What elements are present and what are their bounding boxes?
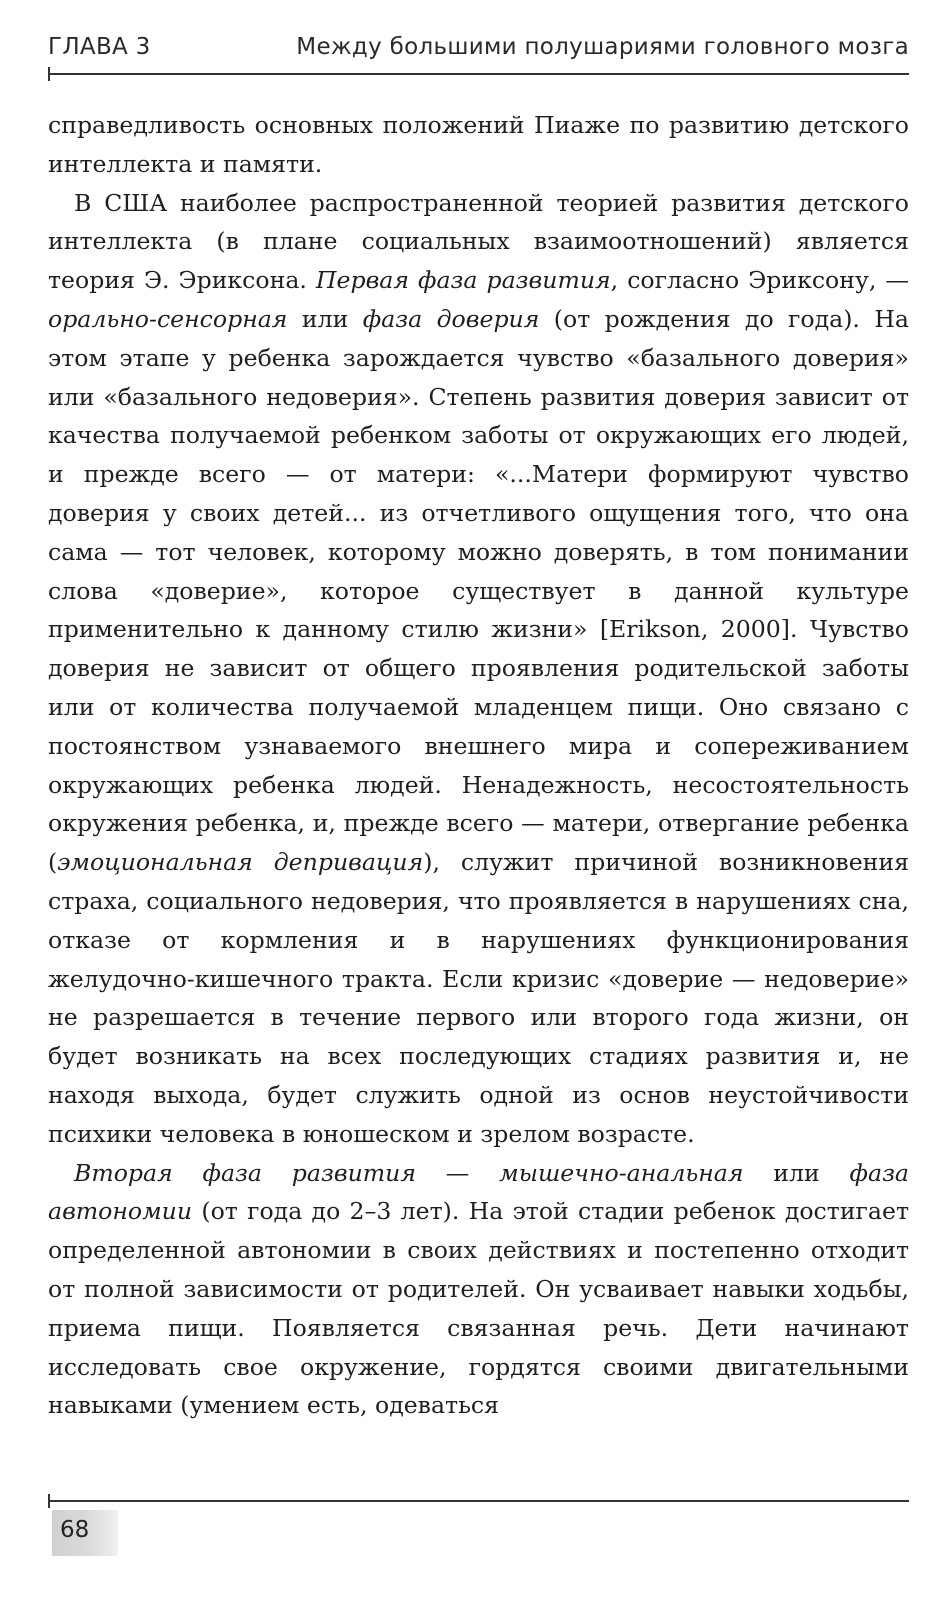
paragraph-2-text-4: (от рождения до года). На этом этапе у ребенка зарождается чувство «базального доверия» или «базального недоверия». Степень развития доверия зависит от качества получаемой ребенком заботы от окружающих его людей, и прежде всего — от матери: «...Матери формируют чувство доверия у своих детей... из отчетливого ощущения того, что она сама — тот человек, которому можно доверять, в том понимании слова «доверие», которое существует в данной культуре применительно к данному стилю жизни» [Erikson, 2000]. Чувство доверия не зависит от общего проявления родительской заботы или от количества получаемой младенцем пищи. Оно связано с постоянством узнаваемого внешнего мира и сопереживанием окружающих ребенка людей. Ненадежность, несостоятельность окружения ребенка, и, прежде всего — матери, отвергание ребенка (: [48, 304, 909, 877]
paragraph-3-text-1: или: [743, 1158, 850, 1187]
paragraph-2-text-2: , согласно Эриксону, —: [610, 266, 909, 295]
running-header: [48, 34, 909, 60]
body-text: [48, 106, 909, 1425]
term-trust-phase: фаза доверия: [362, 304, 540, 333]
term-second-phase: Вторая фаза развития — мышечно-анальная: [74, 1158, 744, 1187]
paragraph-3-text-2: (от года до 2–3 лет). На этой стадии ребенок достигает определенной автономии в своих действиях и постепенно отходит от полной зависимости от родителей. Он усваивает навыки ходьбы, приема пищи. Появляется связанная речь. Дети начинают исследовать свое окружение, гордятся своими двигательными навыками (умением есть, одеваться: [48, 1197, 909, 1420]
paragraph-2-text-1: В США наиболее распространенной теорией развития детского интеллекта (в плане социальных взаимоотношений) является теория Э. Эриксона.: [48, 188, 909, 295]
paragraph-2-text-3: или: [287, 304, 363, 333]
term-autonomy-phase: фаза автономии: [48, 1158, 909, 1226]
header-rule: [48, 73, 909, 75]
chapter-label: ГЛАВА 3: [48, 34, 151, 60]
paragraph-2-text-5: ), служит причиной возникновения страха, социального недоверия, что проявляется в нарушениях сна, отказе от кормления и в нарушениях функционирования желудочно-кишечного тракта. Если кризис «доверие — недоверие» не разрешается в течение первого или второго года жизни, он будет возникать на всех последующих стадиях развития и, не находя выхода, будет служить одной из основ неустойчивости психики человека в юношеском и зрелом возрасте.: [48, 848, 909, 1148]
paragraph-1: справедливость основных положений Пиаже по развитию детского интеллекта и памяти.: [48, 111, 909, 178]
page-number: 68: [60, 1517, 90, 1543]
term-first-phase: Первая фаза развития: [315, 266, 611, 295]
paragraph-3: [48, 1154, 909, 1426]
term-emotional-deprivation: эмоциональная депривация: [57, 848, 424, 877]
paragraph-2: [48, 184, 909, 1154]
term-oral-sensory: орально-сенсорная: [48, 304, 288, 333]
footer-rule: [48, 1500, 909, 1502]
chapter-title: Между большими полушариями головного мозга: [296, 34, 909, 60]
